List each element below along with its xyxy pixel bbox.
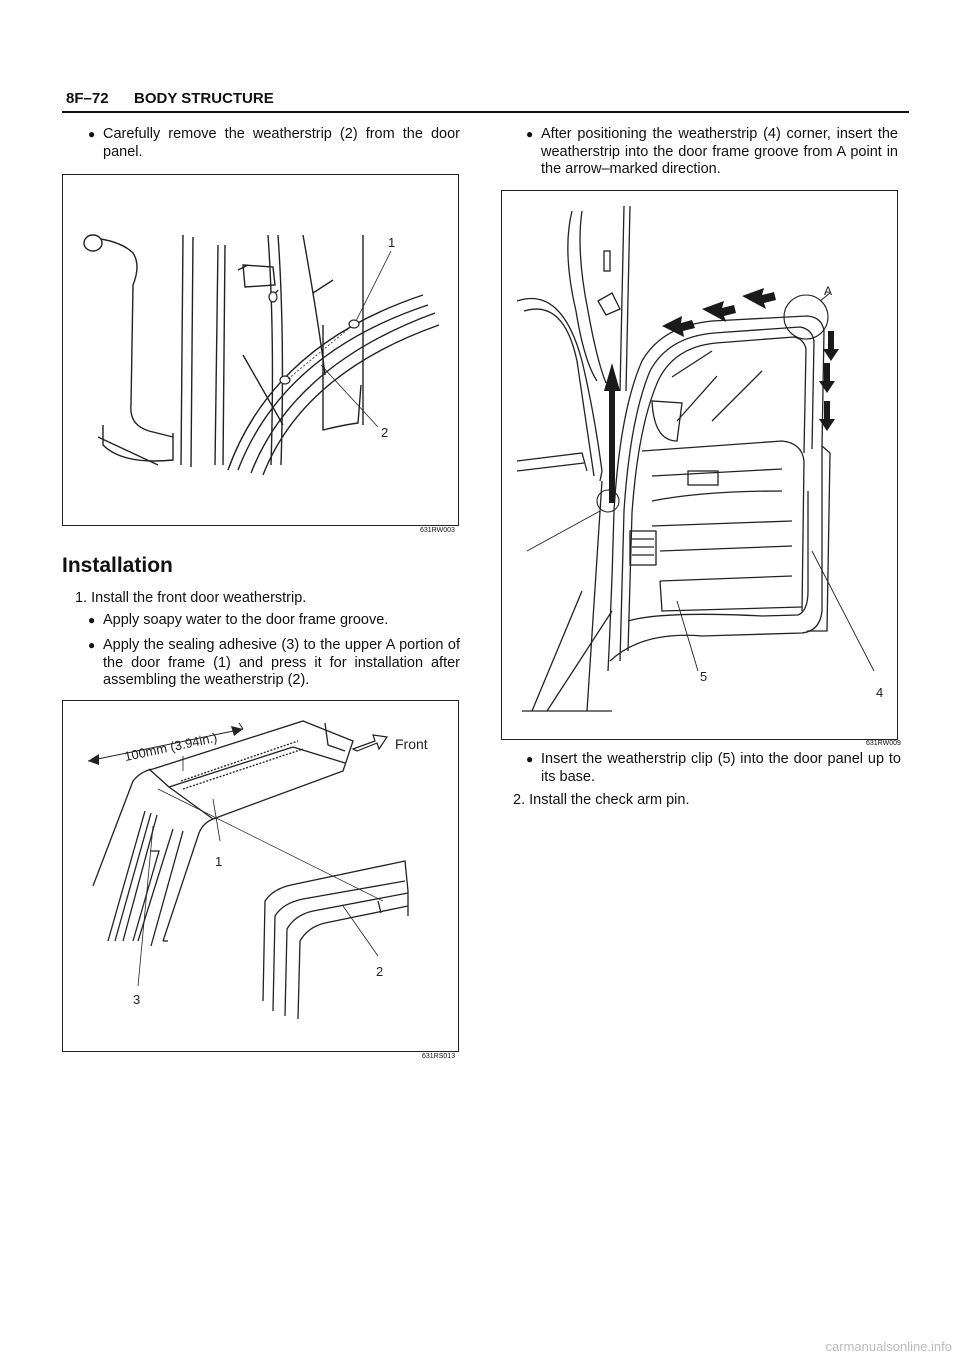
left-bullet-3-text: Apply the sealing adhesive (3) to the upper A portion of the door frame (1) and press it for installation after assembling the weatherstrip (2). [103, 637, 460, 688]
bullet-icon: ● [526, 752, 534, 766]
left-bullet-2-text: Apply soapy water to the door frame groove. [103, 612, 389, 628]
figure-1-callout-2: 2 [381, 425, 389, 440]
bullet-icon: ● [88, 127, 96, 141]
right-bullet-2 [526, 751, 901, 786]
section-title: BODY STRUCTURE [134, 90, 274, 107]
arrow-icon [742, 288, 776, 309]
right-bullet-1-text: After positioning the weatherstrip (4) corner, insert the weatherstrip into the door frame groove from A point in the arrow–marked direction. [541, 126, 898, 177]
right-bullet-1 [526, 126, 898, 179]
figure-3-callout-4: 4 [876, 685, 884, 700]
figure-door-weatherstrip-install [501, 190, 898, 740]
front-arrow-icon [353, 735, 387, 751]
left-bullet-1-text: Carefully remove the weatherstrip (2) from the door panel. [103, 126, 460, 160]
arrow-icon [819, 401, 835, 431]
header-rule [62, 111, 909, 113]
installation-heading: Installation [62, 554, 173, 577]
arrow-icon [702, 301, 736, 322]
left-bullet-1 [88, 126, 460, 161]
bullet-icon: ● [88, 638, 96, 652]
right-step-2-text: 2. Install the check arm pin. [513, 792, 690, 808]
figure-2-callout-1: 1 [215, 854, 223, 869]
left-step-1-text: 1. Install the front door weatherstrip. [75, 590, 307, 606]
figure-3-code: 631RW009 [866, 740, 901, 747]
figure-2-code: 631RS013 [422, 1053, 456, 1060]
right-bullet-2-text: Insert the weatherstrip clip (5) into the door panel up to its base. [541, 751, 901, 785]
arrow-icon [819, 363, 835, 393]
figure-adhesive-application [62, 700, 459, 1052]
bullet-icon: ● [88, 613, 96, 627]
arrow-icon [823, 331, 839, 361]
right-step-2 [513, 792, 898, 810]
figure-3-callout-a: A [824, 284, 833, 298]
watermark: carmanualsonline.info [825, 1339, 952, 1354]
left-step-1 [75, 590, 460, 608]
left-bullet-3 [88, 637, 460, 690]
figure-2-callout-2: 2 [376, 964, 384, 979]
figure-1-illustration [63, 175, 458, 525]
figure-1-callout-1: 1 [388, 235, 396, 250]
figure-2-illustration [63, 701, 458, 1051]
arrow-icon [662, 316, 695, 337]
figure-3-illustration [502, 191, 897, 739]
figure-2-front-label: Front [395, 736, 428, 752]
figure-2-dimension-label: 100mm (3.94in.) [122, 729, 219, 765]
left-bullet-2 [88, 612, 460, 630]
figure-2-callout-3: 3 [133, 992, 141, 1007]
figure-1-code: 631RW003 [420, 527, 455, 534]
page-number: 8F–72 [66, 90, 109, 107]
arrow-up-icon [604, 363, 620, 503]
bullet-icon: ● [526, 127, 534, 141]
figure-3-callout-5: 5 [700, 669, 708, 684]
figure-remove-weatherstrip [62, 174, 459, 526]
